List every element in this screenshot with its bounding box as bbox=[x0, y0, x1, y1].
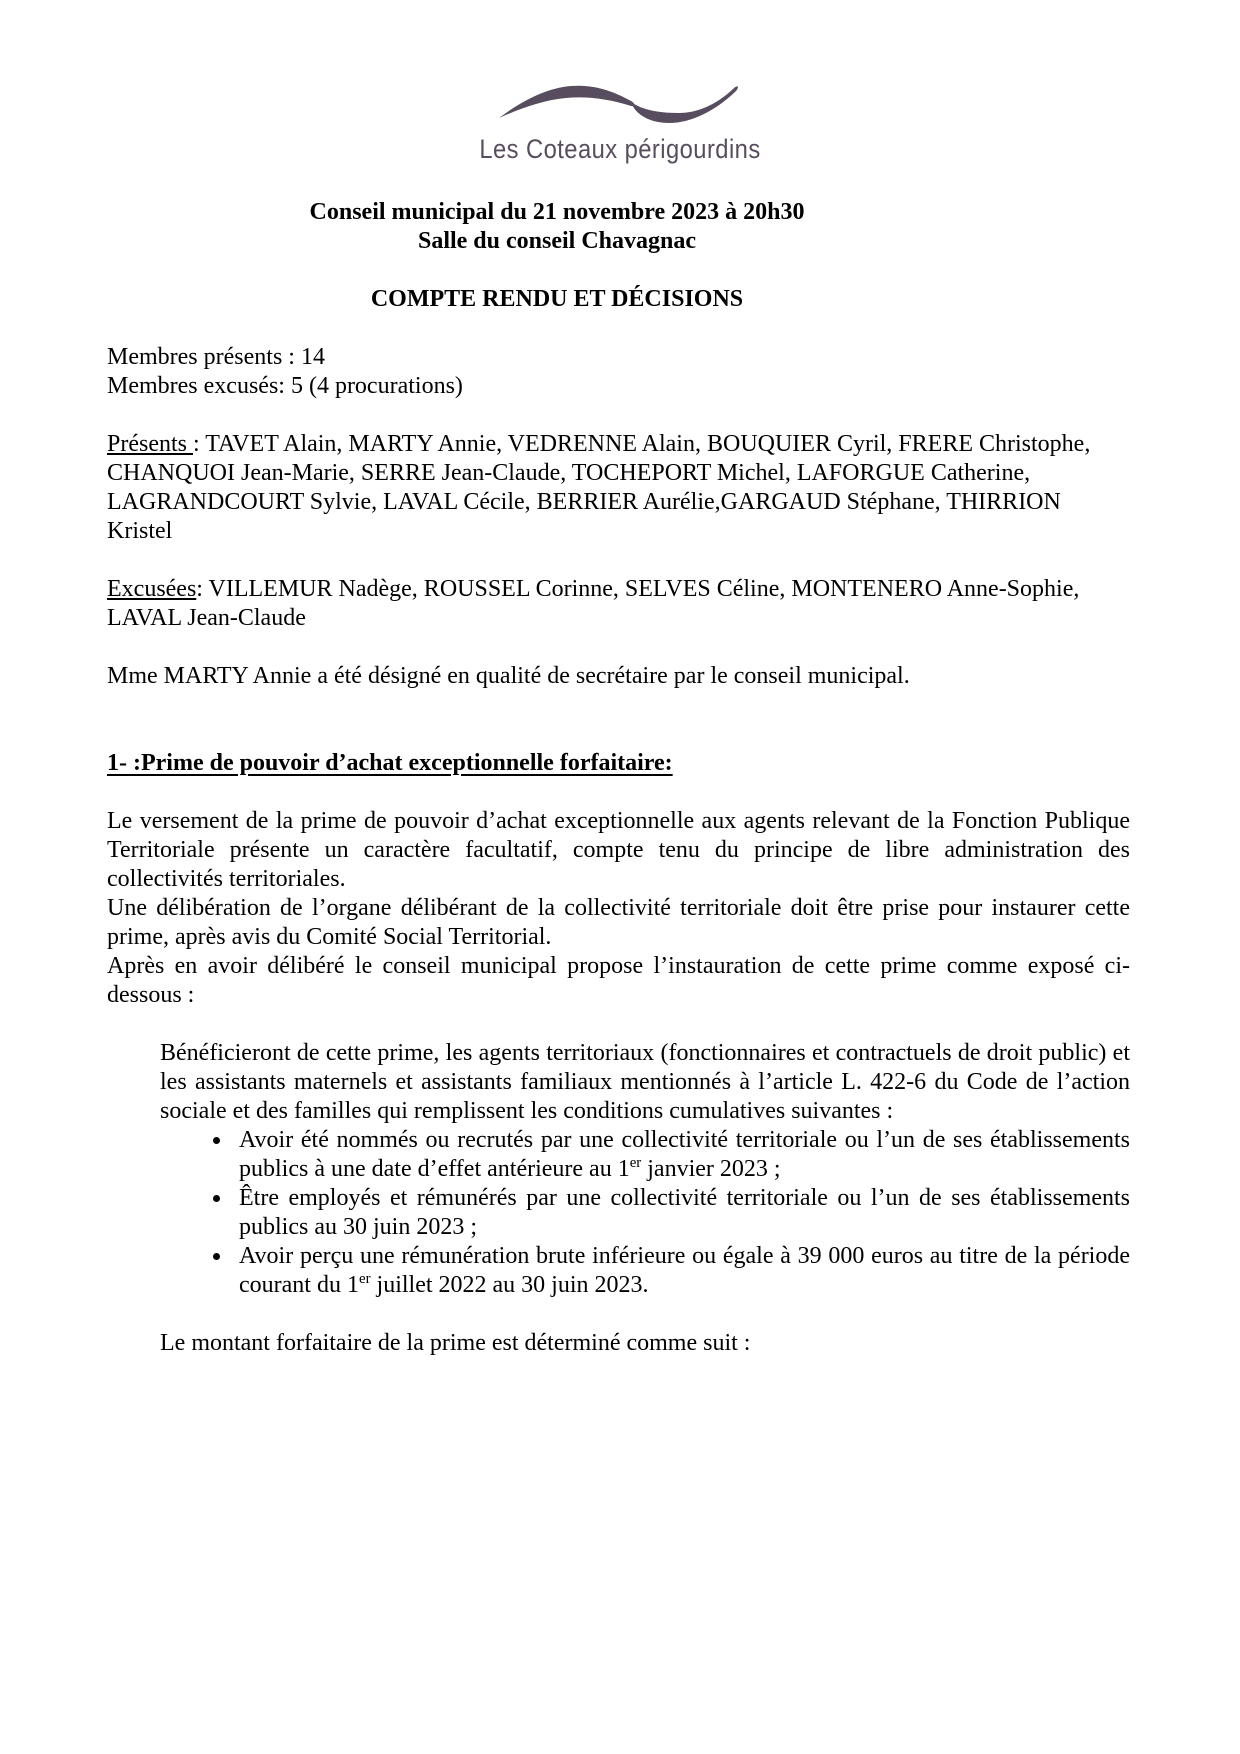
title-block bbox=[107, 198, 1007, 314]
bullet-1-text-end: janvier 2023 ; bbox=[641, 1156, 781, 1182]
conditions-bullet-list bbox=[107, 1126, 1130, 1300]
paragraph-deliberation: Une délibération de l’organe délibérant de la collectivité territoriale doit être prise pour instaurer cette prime, après avis du Comité Social Territorial. bbox=[107, 895, 1130, 950]
meeting-title: Conseil municipal du 21 novembre 2023 à 20h30 bbox=[309, 199, 805, 225]
bullet-condition-2 bbox=[233, 1184, 1130, 1242]
document-content bbox=[107, 198, 1130, 1358]
members-excused-count: Membres excusés: 5 (4 procurations) bbox=[107, 373, 463, 399]
section-1-body bbox=[107, 807, 1130, 1010]
excused-label: Excusées bbox=[107, 576, 197, 602]
bullet-condition-3 bbox=[233, 1242, 1130, 1300]
paragraph-versement: Le versement de la prime de pouvoir d’achat exceptionnelle aux agents relevant de la Fonction Publique Territoriale présente un caractère facultatif, compte tenu du principe de libre administration des collectivités territoriales. bbox=[107, 808, 1130, 892]
closing-line: Le montant forfaitaire de la prime est déterminé comme suit : bbox=[160, 1330, 751, 1356]
bullet-condition-1 bbox=[233, 1126, 1130, 1184]
secretary-line: Mme MARTY Annie a été désigné en qualité de secrétaire par le conseil municipal. bbox=[107, 663, 910, 689]
presents-label: Présents bbox=[107, 431, 193, 457]
meeting-location: Salle du conseil Chavagnac bbox=[417, 228, 697, 254]
excused-names: : VILLEMUR Nadège, ROUSSEL Corinne, SELVES Céline, MONTENERO Anne-Sophie, LAVAL Jean-Claude bbox=[107, 576, 1080, 631]
beneficiaries-intro: Bénéficieront de cette prime, les agents territoriaux (fonctionnaires et contractuels de droit public) et les assistants maternels et assistants familiaux mentionnés à l’article L. 422-6 du Code de l’action sociale et des familles qui remplissent les conditions cumulatives suivantes : bbox=[160, 1040, 1130, 1124]
bullet-3-text: Avoir perçu une rémunération brute inférieure ou égale à 39 000 euros au titre de la période courant du 1 bbox=[239, 1243, 1130, 1298]
members-present-count: Membres présents : 14 bbox=[107, 344, 325, 370]
logo-swoosh-icon bbox=[495, 70, 745, 130]
bullet-3-ordinal: er bbox=[358, 1271, 371, 1287]
paragraph-proposition: Après en avoir délibéré le conseil municipal propose l’instauration de cette prime comme exposé ci-dessous : bbox=[107, 953, 1130, 1008]
present-members-paragraph bbox=[107, 430, 1130, 546]
attendance-counts bbox=[107, 343, 1130, 401]
presents-names: : TAVET Alain, MARTY Annie, VEDRENNE Alain, BOUQUIER Cyril, FRERE Christophe, CHANQUOI Jean-Marie, SERRE Jean-Claude, TOCHEPORT Michel, LAFORGUE Catherine, LAGRANDCOURT Sylvie, LAVAL Cécile, BERRIER Aurélie,GARGAUD Stéphane, THIRRION Kristel bbox=[107, 431, 1091, 544]
excused-members-paragraph bbox=[107, 575, 1130, 633]
bullet-1-ordinal: er bbox=[629, 1155, 642, 1171]
section-1-heading: 1- :Prime de pouvoir d’achat exceptionnelle forfaitaire: bbox=[107, 750, 673, 776]
logo-text: Les Coteaux périgourdins bbox=[479, 134, 761, 164]
logo bbox=[0, 0, 1240, 166]
report-title: COMPTE RENDU ET DÉCISIONS bbox=[370, 286, 744, 312]
bullet-1-text: Avoir été nommés ou recrutés par une collectivité territoriale ou l’un de ses établissements publics à une date d’effet antérieure au 1 bbox=[239, 1127, 1130, 1182]
bullet-3-text-end: juillet 2022 au 30 juin 2023. bbox=[370, 1272, 649, 1298]
bullet-2-text: Être employés et rémunérés par une collectivité territoriale ou l’un de ses établissements publics au 30 juin 2023 ; bbox=[239, 1185, 1130, 1240]
